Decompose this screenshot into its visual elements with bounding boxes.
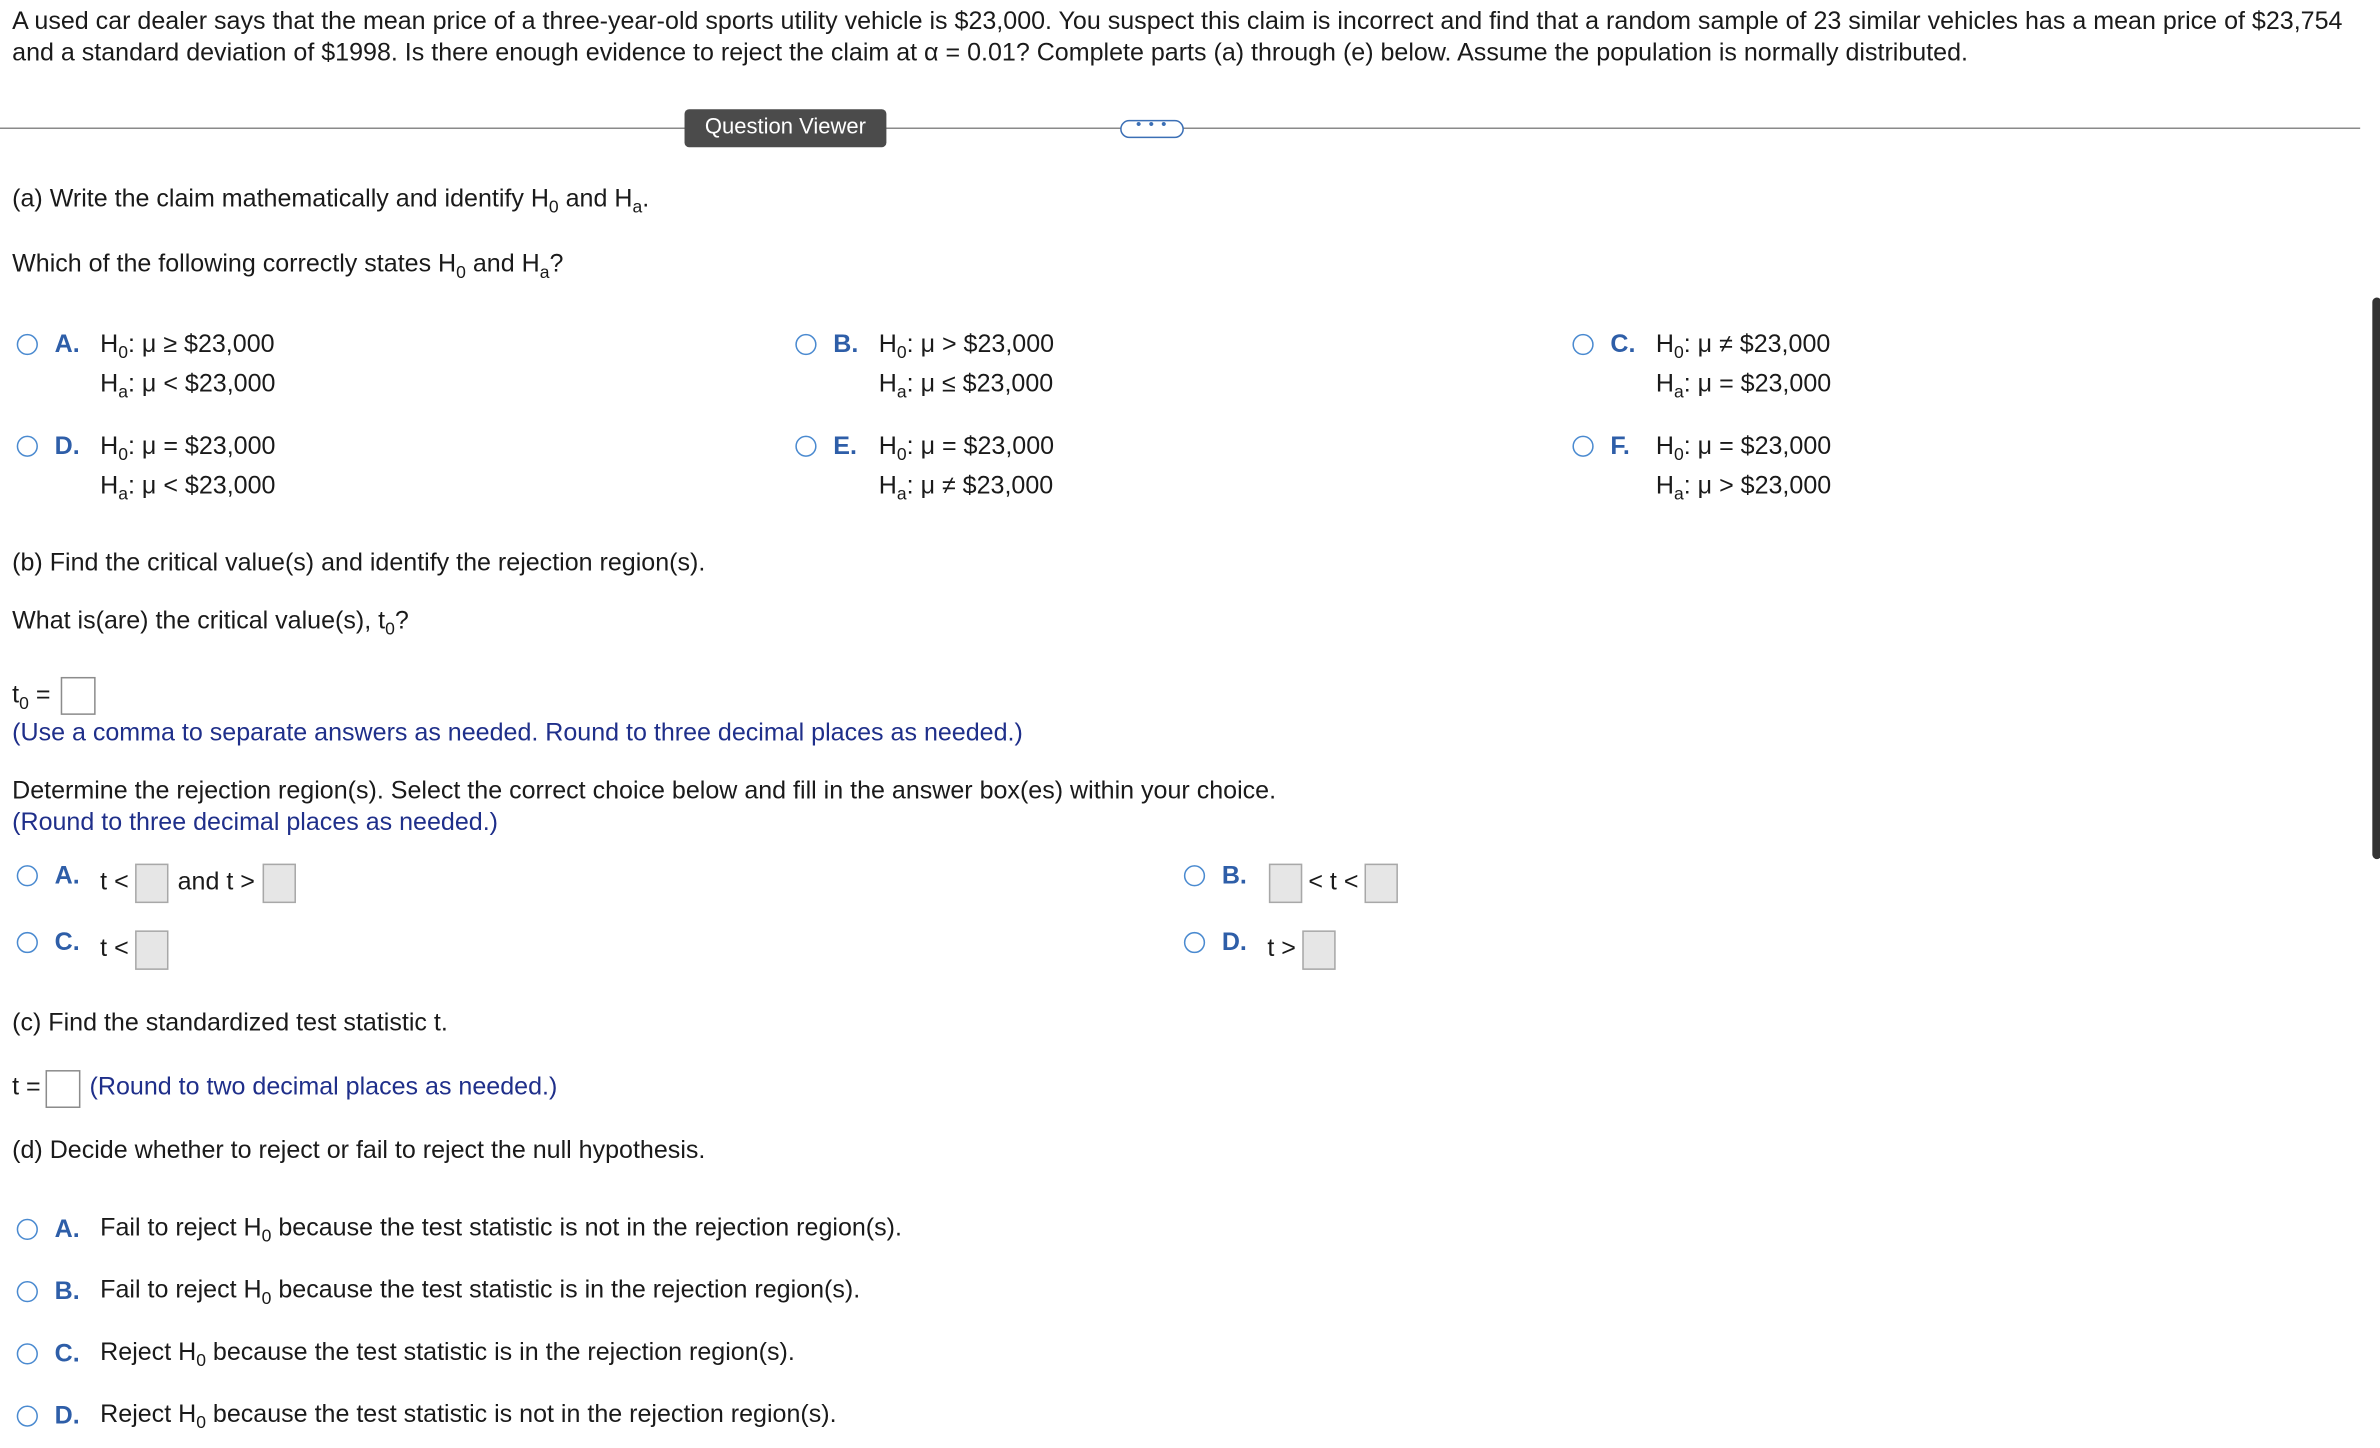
part-a-option-d-ha: $H_a$: μ < $23,000 [100, 472, 276, 504]
decision-option-a-radio[interactable] [17, 1219, 38, 1240]
decision-option-b-letter: B. [54, 1277, 80, 1306]
decision-option-d-text: Reject $H_0$ because the test statistic is not in the rejection region(s). [100, 1400, 837, 1433]
part-a-option-c-radio[interactable] [1572, 334, 1593, 355]
part-a-option-b-letter: B. [833, 330, 859, 359]
part-a-option-a-ha: $H_a$: μ < $23,000 [100, 370, 276, 403]
region-option-b-input-2[interactable] [1365, 864, 1398, 903]
part-a-option-c-h0: $H_0$: μ ≠ $23,000 [1655, 330, 1831, 363]
region-option-b-input-1[interactable] [1269, 864, 1302, 903]
region-option-a-radio[interactable] [17, 865, 38, 886]
part-a-question: Which of the following correctly states $H_0$ and $H_a$? [12, 250, 564, 283]
t0-answer-input[interactable] [61, 677, 96, 715]
part-a-option-d-radio[interactable] [17, 436, 38, 457]
region-option-a-input-2[interactable] [263, 864, 296, 903]
rejection-region-instruction: Determine the rejection region(s). Select the correct choice below and fill in the answer box(es) within your choice. [12, 777, 1277, 805]
region-option-c-letter: C. [54, 928, 80, 957]
region-option-d-radio[interactable] [1184, 932, 1205, 953]
part-a-option-b-ha: $H_a$: μ ≤ $23,000 [878, 370, 1054, 403]
decision-option-c-radio[interactable] [17, 1343, 38, 1364]
region-option-a-letter: A. [54, 862, 80, 890]
part-a-option-f-letter: F. [1610, 432, 1630, 460]
region-option-a-and-t-greater: and t > [177, 868, 255, 896]
more-options-button[interactable]: • • • [1120, 120, 1184, 138]
part-a-option-a-radio[interactable] [17, 334, 38, 355]
question-viewer-button[interactable]: Question Viewer [685, 109, 887, 147]
part-b-hint-1: (Use a comma to separate answers as needed. Round to three decimal places as needed.) [12, 719, 1023, 747]
part-b-question: What is(are) the critical value(s), $t_0$? [12, 607, 409, 639]
problem-statement: A used car dealer says that the mean price of a three-year-old sports utility vehicle is $23,000. You suspect this claim is incorrect and find that a random sample of 23 similar vehicles has a mean price of $23,754 and a standard deviation of $1998. Is there enough evidence to reject the claim at α = 0.01? Complete parts (a) through (e) below. Assume the population is normally distributed. [12, 7, 2343, 67]
region-option-b-letter: B. [1221, 862, 1247, 890]
part-a-option-e-letter: E. [833, 432, 857, 460]
region-option-c-radio[interactable] [17, 932, 38, 953]
decision-option-a-text: Fail to reject $H_0$ because the test statistic is not in the rejection region(s). [100, 1214, 902, 1247]
part-a-option-a-letter: A. [54, 330, 80, 359]
part-a-option-e-h0: $H_0$: μ = $23,000 [878, 432, 1055, 465]
scrollbar[interactable] [2372, 297, 2380, 859]
part-a-option-c-ha: $H_a$: μ = $23,000 [1655, 370, 1832, 403]
part-a-option-b-h0: $H_0$: μ > $23,000 [878, 330, 1055, 363]
decision-option-b-text: Fail to reject $H_0$ because the test statistic is in the rejection region(s). [100, 1276, 861, 1309]
decision-option-b-radio[interactable] [17, 1281, 38, 1302]
region-option-a-input-1[interactable] [135, 864, 168, 903]
region-option-d-letter: D. [1221, 928, 1247, 957]
part-a-option-e-radio[interactable] [795, 436, 816, 457]
t-answer-input[interactable] [46, 1070, 81, 1108]
t-label: t = [12, 1073, 41, 1101]
t0-label: $t_0$ = [12, 681, 51, 714]
region-option-a-t-less: t < [100, 868, 129, 896]
decision-option-d-letter: D. [54, 1402, 80, 1430]
region-option-c-input[interactable] [135, 930, 168, 969]
region-option-b-radio[interactable] [1184, 865, 1205, 886]
part-d-heading: (d) Decide whether to reject or fail to reject the null hypothesis. [12, 1136, 706, 1165]
part-a-option-f-h0: $H_0$: μ = $23,000 [1655, 432, 1832, 465]
decision-option-c-letter: C. [54, 1340, 80, 1368]
part-b-heading: (b) Find the critical value(s) and identify the rejection region(s). [12, 549, 706, 577]
decision-option-a-letter: A. [54, 1215, 80, 1244]
part-c-hint: (Round to two decimal places as needed.) [89, 1073, 558, 1101]
part-a-option-d-h0: $H_0$: μ = $23,000 [100, 432, 276, 465]
region-option-d-input[interactable] [1302, 930, 1335, 969]
part-a-option-a-h0: $H_0$: μ ≥ $23,000 [100, 330, 275, 363]
region-option-c-t-less: t < [100, 934, 129, 963]
part-a-option-f-ha: $H_a$: μ > $23,000 [1655, 472, 1832, 504]
part-a-option-c-letter: C. [1610, 330, 1636, 359]
part-b-hint-2: (Round to three decimal places as needed.) [12, 808, 499, 837]
decision-option-d-radio[interactable] [17, 1405, 38, 1426]
region-option-b-between: < t < [1308, 868, 1359, 896]
part-a-option-f-radio[interactable] [1572, 436, 1593, 457]
part-a-option-e-ha: $H_a$: μ ≠ $23,000 [878, 472, 1054, 504]
decision-option-c-text: Reject $H_0$ because the test statistic is in the rejection region(s). [100, 1338, 795, 1371]
region-option-d-t-greater: t > [1267, 934, 1296, 963]
part-a-option-b-radio[interactable] [795, 334, 816, 355]
part-a-heading: (a) Write the claim mathematically and identify $H_0$ and $H_a$. [12, 185, 650, 218]
part-c-heading: (c) Find the standardized test statistic t. [12, 1009, 448, 1037]
part-a-option-d-letter: D. [54, 432, 80, 460]
